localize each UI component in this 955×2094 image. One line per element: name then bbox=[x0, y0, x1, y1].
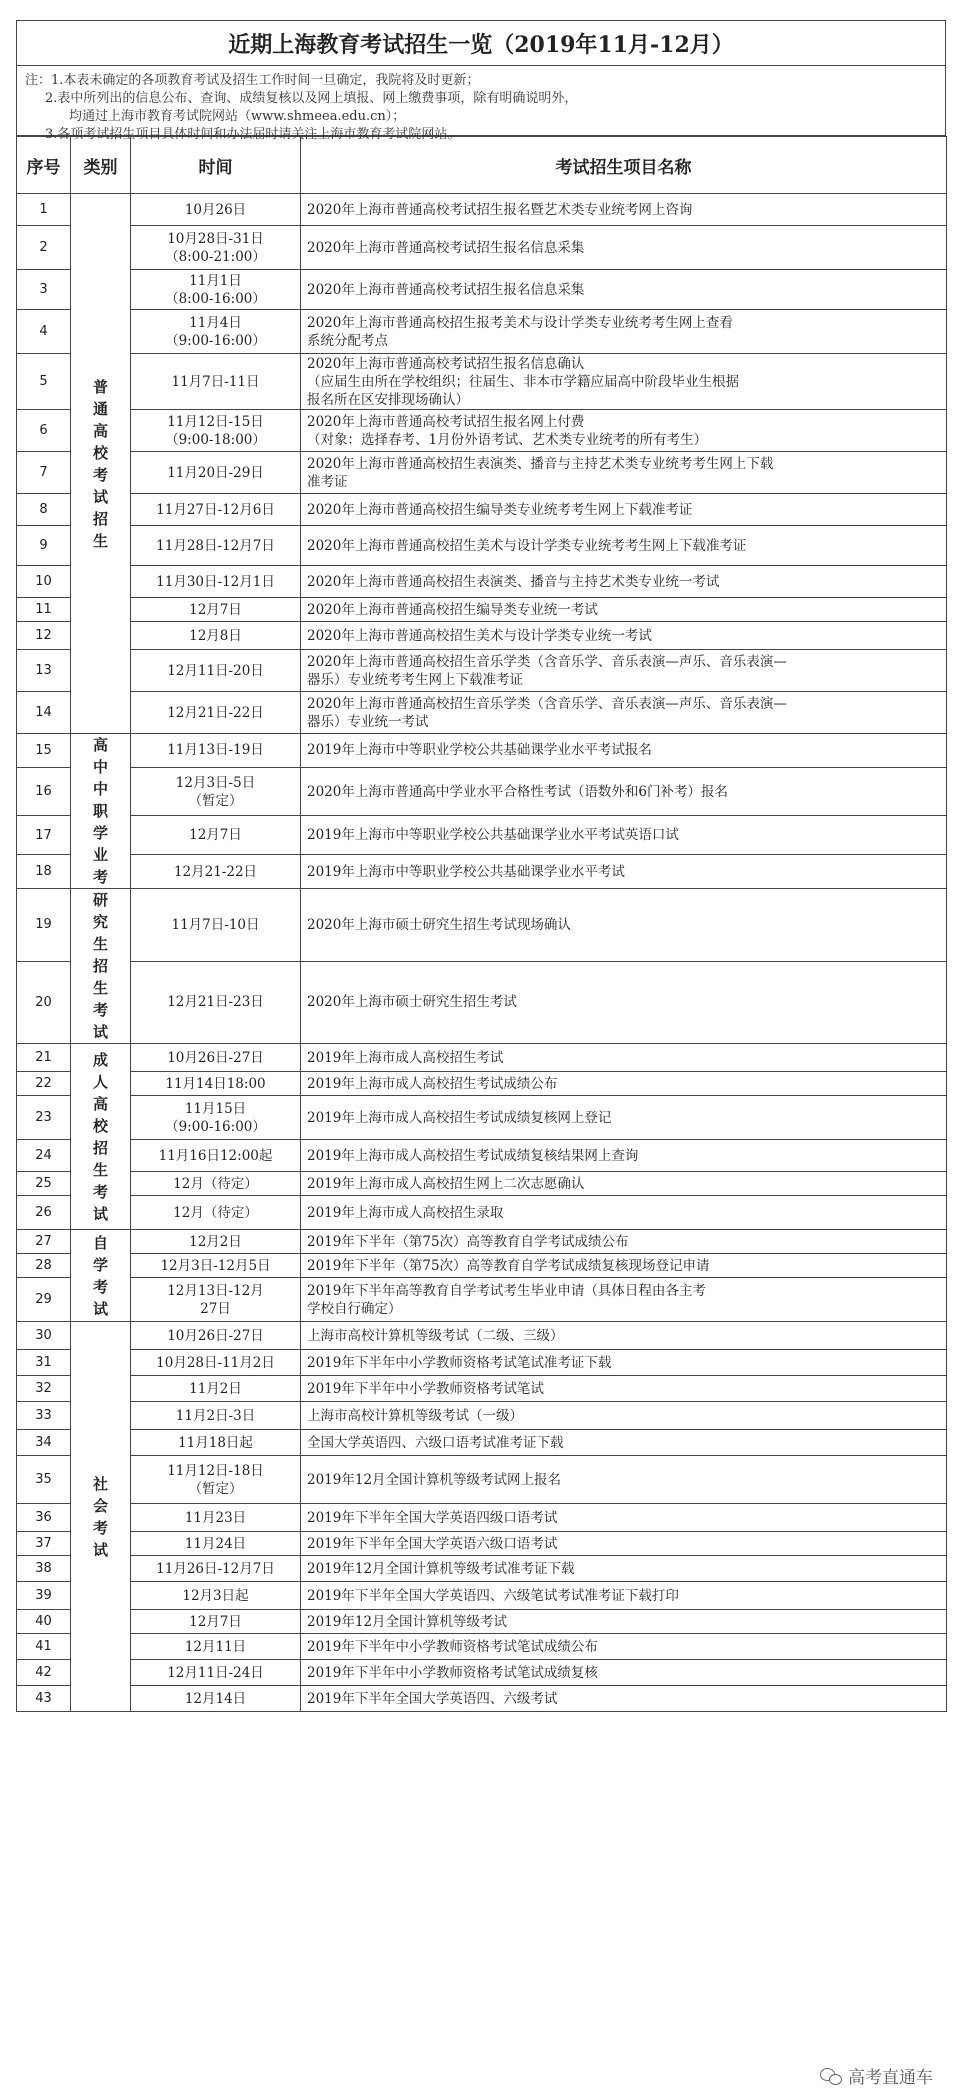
cell-time: 10月26日-27日 bbox=[131, 1044, 301, 1072]
cell-seq: 26 bbox=[17, 1196, 71, 1230]
cell-time: 12月21-22日 bbox=[131, 855, 301, 889]
table-row bbox=[17, 226, 947, 270]
cell-seq: 41 bbox=[17, 1634, 71, 1660]
cell-project-name: 2020年上海市普通高校考试招生报名信息确认 （应届生由所在学校组织；往届生、非本市学籍应届高中阶段毕业生根据 报名所在区安排现场确认） bbox=[301, 354, 947, 410]
cell-project-name: 2019年上海市成人高校招生考试成绩复核结果网上查询 bbox=[301, 1140, 947, 1172]
table-body bbox=[17, 194, 947, 1712]
table-row bbox=[17, 452, 947, 494]
cell-time: 11月28日-12月7日 bbox=[131, 526, 301, 566]
cell-seq: 28 bbox=[17, 1254, 71, 1278]
table-row bbox=[17, 494, 947, 526]
cell-project-name: 2020年上海市普通高校招生报考美术与设计学类专业统考考生网上查看 系统分配考点 bbox=[301, 310, 947, 354]
table-row bbox=[17, 410, 947, 452]
cell-project-name: 2019年下半年全国大学英语四、六级笔试考试准考证下载打印 bbox=[301, 1582, 947, 1610]
cell-seq: 21 bbox=[17, 1044, 71, 1072]
cell-seq: 1 bbox=[17, 194, 71, 226]
cell-time: 11月14日18:00 bbox=[131, 1072, 301, 1096]
cell-project-name: 2020年上海市普通高校考试招生报名暨艺术类专业统考网上咨询 bbox=[301, 194, 947, 226]
cell-seq: 37 bbox=[17, 1532, 71, 1556]
wechat-icon bbox=[820, 2067, 842, 2085]
cell-project-name: 2019年上海市成人高校招生考试成绩公布 bbox=[301, 1072, 947, 1096]
cell-time: 11月30日-12月1日 bbox=[131, 566, 301, 598]
cell-project-name: 2019年下半年高等教育自学考试考生毕业申请（具体日程由各主考 学校自行确定） bbox=[301, 1278, 947, 1322]
table-row bbox=[17, 1610, 947, 1634]
cell-project-name: 2020年上海市普通高校招生音乐学类（含音乐学、音乐表演—声乐、音乐表演— 器乐）专业统一考试 bbox=[301, 692, 947, 734]
cell-seq: 22 bbox=[17, 1072, 71, 1096]
cell-seq: 18 bbox=[17, 855, 71, 889]
cell-seq: 39 bbox=[17, 1582, 71, 1610]
table-row bbox=[17, 622, 947, 650]
table-row bbox=[17, 816, 947, 855]
cell-time: 12月3日-12月5日 bbox=[131, 1254, 301, 1278]
cell-project-name: 2019年12月全国计算机等级考试准考证下载 bbox=[301, 1556, 947, 1582]
cell-project-name: 全国大学英语四、六级口语考试准考证下载 bbox=[301, 1430, 947, 1456]
table-row bbox=[17, 889, 947, 962]
cell-time: 12月（待定） bbox=[131, 1172, 301, 1196]
cell-time: 11月7日-11日 bbox=[131, 354, 301, 410]
table-row bbox=[17, 310, 947, 354]
table-header-row bbox=[17, 137, 947, 194]
cell-time: 12月2日 bbox=[131, 1230, 301, 1254]
cell-time: 10月28日-11月2日 bbox=[131, 1350, 301, 1376]
cell-time: 11月24日 bbox=[131, 1532, 301, 1556]
page-title: 近期上海教育考试招生一览（2019年11月-12月） bbox=[16, 20, 946, 66]
cell-project-name: 2019年下半年中小学教师资格考试笔试 bbox=[301, 1376, 947, 1402]
cell-time: 12月11日-24日 bbox=[131, 1660, 301, 1686]
cell-time: 11月26日-12月7日 bbox=[131, 1556, 301, 1582]
note-line: 注：1.本表未确定的各项教育考试及招生工作时间一旦确定，我院将及时更新； bbox=[25, 73, 480, 88]
table-row bbox=[17, 1350, 947, 1376]
header-seq: 序号 bbox=[17, 137, 71, 194]
cell-project-name: 2020年上海市普通高校招生音乐学类（含音乐学、音乐表演—声乐、音乐表演— 器乐）专业统考考生网上下载准考证 bbox=[301, 650, 947, 692]
header-category: 类别 bbox=[71, 137, 131, 194]
cell-time: 11月18日起 bbox=[131, 1430, 301, 1456]
note-line: 2.表中所列出的信息公布、查询、成绩复核以及网上填报、网上缴费事项，除有明确说明外， bbox=[45, 91, 578, 106]
table-row bbox=[17, 855, 947, 889]
table-row bbox=[17, 1044, 947, 1072]
table-row bbox=[17, 566, 947, 598]
cell-seq: 7 bbox=[17, 452, 71, 494]
cell-time: 12月11日 bbox=[131, 1634, 301, 1660]
table-row bbox=[17, 598, 947, 622]
cell-seq: 12 bbox=[17, 622, 71, 650]
cell-project-name: 2019年下半年全国大学英语四级口语考试 bbox=[301, 1504, 947, 1532]
cell-time: 10月26日-27日 bbox=[131, 1322, 301, 1350]
cell-time: 11月16日12:00起 bbox=[131, 1140, 301, 1172]
cell-project-name: 2019年12月全国计算机等级考试 bbox=[301, 1610, 947, 1634]
cell-time: 11月15日 （9:00-16:00） bbox=[131, 1096, 301, 1140]
cell-time: 11月27日-12月6日 bbox=[131, 494, 301, 526]
cell-seq: 23 bbox=[17, 1096, 71, 1140]
cell-seq: 32 bbox=[17, 1376, 71, 1402]
cell-category: 成人高校招生考试 bbox=[71, 1044, 131, 1230]
table-row bbox=[17, 1072, 947, 1096]
table-row bbox=[17, 692, 947, 734]
cell-project-name: 2020年上海市普通高校考试招生报名信息采集 bbox=[301, 270, 947, 310]
cell-project-name: 2020年上海市普通高校招生美术与设计学类专业统考考生网上下载准考证 bbox=[301, 526, 947, 566]
cell-project-name: 2019年下半年全国大学英语四、六级考试 bbox=[301, 1686, 947, 1712]
schedule-sheet bbox=[16, 20, 946, 1712]
cell-time: 11月13日-19日 bbox=[131, 734, 301, 768]
cell-time: 12月3日起 bbox=[131, 1582, 301, 1610]
table-row bbox=[17, 1402, 947, 1430]
cell-project-name: 上海市高校计算机等级考试（二级、三级） bbox=[301, 1322, 947, 1350]
cell-project-name: 2020年上海市普通高校招生美术与设计学类专业统一考试 bbox=[301, 622, 947, 650]
table-row bbox=[17, 526, 947, 566]
cell-project-name: 2019年下半年中小学教师资格考试笔试准考证下载 bbox=[301, 1350, 947, 1376]
cell-time: 12月3日-5日 （暂定） bbox=[131, 767, 301, 815]
cell-seq: 38 bbox=[17, 1556, 71, 1582]
cell-project-name: 2019年上海市中等职业学校公共基础课学业水平考试英语口试 bbox=[301, 816, 947, 855]
cell-seq: 35 bbox=[17, 1456, 71, 1504]
cell-time: 12月13日-12月 27日 bbox=[131, 1278, 301, 1322]
cell-seq: 34 bbox=[17, 1430, 71, 1456]
cell-seq: 33 bbox=[17, 1402, 71, 1430]
cell-seq: 4 bbox=[17, 310, 71, 354]
cell-seq: 9 bbox=[17, 526, 71, 566]
cell-seq: 27 bbox=[17, 1230, 71, 1254]
cell-project-name: 2019年上海市中等职业学校公共基础课学业水平考试 bbox=[301, 855, 947, 889]
cell-time: 11月12日-18日 （暂定） bbox=[131, 1456, 301, 1504]
table-row bbox=[17, 1322, 947, 1350]
cell-project-name: 2020年上海市普通高校考试招生报名信息采集 bbox=[301, 226, 947, 270]
cell-project-name: 2019年上海市中等职业学校公共基础课学业水平考试报名 bbox=[301, 734, 947, 768]
cell-seq: 25 bbox=[17, 1172, 71, 1196]
table-row bbox=[17, 1532, 947, 1556]
cell-seq: 40 bbox=[17, 1610, 71, 1634]
table-row bbox=[17, 1686, 947, 1712]
cell-seq: 16 bbox=[17, 767, 71, 815]
cell-seq: 3 bbox=[17, 270, 71, 310]
table-row bbox=[17, 1582, 947, 1610]
cell-project-name: 2020年上海市硕士研究生招生考试现场确认 bbox=[301, 889, 947, 962]
cell-seq: 6 bbox=[17, 410, 71, 452]
cell-time: 10月26日 bbox=[131, 194, 301, 226]
cell-project-name: 2019年下半年（第75次）高等教育自学考试成绩公布 bbox=[301, 1230, 947, 1254]
cell-seq: 42 bbox=[17, 1660, 71, 1686]
cell-category: 高中中职学业考 bbox=[71, 734, 131, 889]
table-row bbox=[17, 1556, 947, 1582]
cell-time: 12月21日-22日 bbox=[131, 692, 301, 734]
notes-box bbox=[16, 66, 946, 142]
cell-time: 12月11日-20日 bbox=[131, 650, 301, 692]
table-row bbox=[17, 1172, 947, 1196]
table-row bbox=[17, 354, 947, 410]
cell-seq: 15 bbox=[17, 734, 71, 768]
cell-seq: 20 bbox=[17, 961, 71, 1043]
table-row bbox=[17, 650, 947, 692]
table-row bbox=[17, 1430, 947, 1456]
cell-time: 12月7日 bbox=[131, 816, 301, 855]
cell-time: 12月7日 bbox=[131, 598, 301, 622]
cell-project-name: 2020年上海市普通高校招生表演类、播音与主持艺术类专业统一考试 bbox=[301, 566, 947, 598]
cell-seq: 17 bbox=[17, 816, 71, 855]
cell-project-name: 2020年上海市硕士研究生招生考试 bbox=[301, 961, 947, 1043]
cell-seq: 2 bbox=[17, 226, 71, 270]
table-row bbox=[17, 1456, 947, 1504]
cell-time: 11月23日 bbox=[131, 1504, 301, 1532]
cell-seq: 13 bbox=[17, 650, 71, 692]
cell-project-name: 上海市高校计算机等级考试（一级） bbox=[301, 1402, 947, 1430]
cell-category: 社会考试 bbox=[71, 1322, 131, 1712]
cell-seq: 31 bbox=[17, 1350, 71, 1376]
cell-project-name: 2020年上海市普通高校招生编导类专业统考考生网上下载准考证 bbox=[301, 494, 947, 526]
note-line: 均通过上海市教育考试院网站（www.shmeea.edu.cn）； bbox=[69, 109, 406, 124]
cell-project-name: 2019年上海市成人高校招生考试 bbox=[301, 1044, 947, 1072]
cell-project-name: 2019年下半年（第75次）高等教育自学考试成绩复核现场登记申请 bbox=[301, 1254, 947, 1278]
cell-time: 11月2日 bbox=[131, 1376, 301, 1402]
cell-seq: 10 bbox=[17, 566, 71, 598]
cell-category: 自学考试 bbox=[71, 1230, 131, 1322]
table-row bbox=[17, 734, 947, 768]
cell-time: 12月（待定） bbox=[131, 1196, 301, 1230]
table-row bbox=[17, 1634, 947, 1660]
watermark bbox=[820, 2063, 933, 2088]
cell-project-name: 2019年下半年中小学教师资格考试笔试成绩复核 bbox=[301, 1660, 947, 1686]
table-row bbox=[17, 767, 947, 815]
cell-project-name: 2019年12月全国计算机等级考试网上报名 bbox=[301, 1456, 947, 1504]
header-name: 考试招生项目名称 bbox=[301, 137, 947, 194]
cell-category: 研究生招生考试 bbox=[71, 889, 131, 1044]
table-row bbox=[17, 1140, 947, 1172]
cell-project-name: 2019年下半年中小学教师资格考试笔试成绩公布 bbox=[301, 1634, 947, 1660]
cell-time: 11月20日-29日 bbox=[131, 452, 301, 494]
cell-time: 11月12日-15日 （9:00-18:00） bbox=[131, 410, 301, 452]
table-row bbox=[17, 1230, 947, 1254]
cell-time: 11月7日-10日 bbox=[131, 889, 301, 962]
cell-project-name: 2020年上海市普通高校考试招生报名网上付费 （对象：选择春考、1月份外语考试、艺术类专业统考的所有考生） bbox=[301, 410, 947, 452]
cell-time: 12月21日-23日 bbox=[131, 961, 301, 1043]
cell-time: 11月2日-3日 bbox=[131, 1402, 301, 1430]
cell-time: 10月28日-31日 （8:00-21:00） bbox=[131, 226, 301, 270]
cell-time: 12月8日 bbox=[131, 622, 301, 650]
table-row bbox=[17, 1504, 947, 1532]
table-row bbox=[17, 961, 947, 1043]
table-row bbox=[17, 1278, 947, 1322]
cell-seq: 36 bbox=[17, 1504, 71, 1532]
schedule-table bbox=[16, 136, 947, 1712]
cell-category: 普通高校考试招生 bbox=[71, 194, 131, 734]
table-row bbox=[17, 194, 947, 226]
cell-seq: 11 bbox=[17, 598, 71, 622]
cell-seq: 29 bbox=[17, 1278, 71, 1322]
table-row bbox=[17, 1254, 947, 1278]
cell-time: 11月4日 （9:00-16:00） bbox=[131, 310, 301, 354]
cell-project-name: 2019年上海市成人高校招生考试成绩复核网上登记 bbox=[301, 1096, 947, 1140]
cell-seq: 43 bbox=[17, 1686, 71, 1712]
cell-seq: 30 bbox=[17, 1322, 71, 1350]
note-line: 3.各项考试招生项目具体时间和办法届时请关注上海市教育考试院网站。 bbox=[45, 127, 461, 142]
table-row bbox=[17, 1660, 947, 1686]
table-row bbox=[17, 1376, 947, 1402]
table-row bbox=[17, 1196, 947, 1230]
cell-time: 12月7日 bbox=[131, 1610, 301, 1634]
header-time: 时间 bbox=[131, 137, 301, 194]
cell-seq: 19 bbox=[17, 889, 71, 962]
cell-project-name: 2020年上海市普通高校招生编导类专业统一考试 bbox=[301, 598, 947, 622]
cell-seq: 5 bbox=[17, 354, 71, 410]
cell-project-name: 2019年上海市成人高校招生网上二次志愿确认 bbox=[301, 1172, 947, 1196]
cell-seq: 24 bbox=[17, 1140, 71, 1172]
cell-seq: 8 bbox=[17, 494, 71, 526]
cell-time: 11月1日 （8:00-16:00） bbox=[131, 270, 301, 310]
cell-time: 12月14日 bbox=[131, 1686, 301, 1712]
cell-seq: 14 bbox=[17, 692, 71, 734]
cell-project-name: 2019年下半年全国大学英语六级口语考试 bbox=[301, 1532, 947, 1556]
cell-project-name: 2019年上海市成人高校招生录取 bbox=[301, 1196, 947, 1230]
watermark-text: 高考直通车 bbox=[848, 2068, 933, 2088]
table-row bbox=[17, 1096, 947, 1140]
cell-project-name: 2020年上海市普通高中学业水平合格性考试（语数外和6门补考）报名 bbox=[301, 767, 947, 815]
table-row bbox=[17, 270, 947, 310]
cell-project-name: 2020年上海市普通高校招生表演类、播音与主持艺术类专业统考考生网上下载 准考证 bbox=[301, 452, 947, 494]
